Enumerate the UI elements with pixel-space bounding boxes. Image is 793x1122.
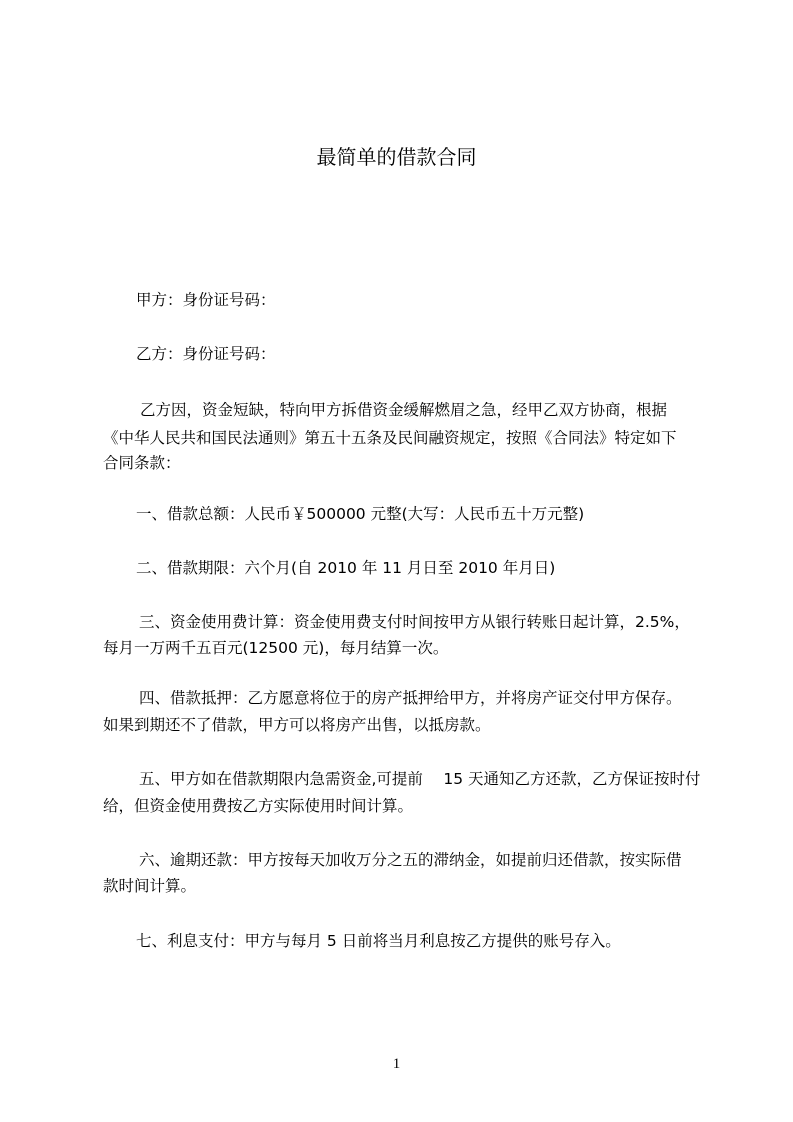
clause-7: 七、利息支付：甲方与每月 5 日前将当月利息按乙方提供的账号存入。 <box>136 932 621 950</box>
document-title: 最简单的借款合同 <box>316 145 477 169</box>
clause-5-line-2: 给，但资金使用费按乙方实际使用时间计算。 <box>103 797 414 815</box>
page-number: 1 <box>392 1056 401 1072</box>
party-b-line: 乙方：身份证号码： <box>136 345 276 363</box>
preamble-line-1: 乙方因，资金短缺，特向甲方拆借资金缓解燃眉之急，经甲乙双方协商，根据 <box>140 401 668 419</box>
clause-4-line-1: 四、借款抵押：乙方愿意将位于的房产抵押给甲方，并将房产证交付甲方保存。 <box>139 689 682 707</box>
clause-4-line-2: 如果到期还不了借款，甲方可以将房产出售，以抵房款。 <box>103 716 491 734</box>
clause-6-line-2: 款时间计算。 <box>103 877 197 895</box>
clause-5-line-1: 五、甲方如在借款期限内急需资金,可提前 15 天通知乙方还款，乙方保证按时付 <box>139 770 701 788</box>
clause-1: 一、借款总额：人民币￥500000 元整(大写：人民币五十万元整) <box>136 505 585 523</box>
clause-3-line-1: 三、资金使用费计算：资金使用费支付时间按甲方从银行转账日起计算，2.5%， <box>139 613 690 631</box>
preamble-line-3: 合同条款： <box>103 454 181 472</box>
preamble-line-2: 《中华人民共和国民法通则》第五十五条及民间融资规定，按照《合同法》特定如下 <box>103 429 677 447</box>
clause-2: 二、借款期限：六个月(自 2010 年 11 月日至 2010 年月日) <box>136 559 556 577</box>
party-a-line: 甲方：身份证号码： <box>136 291 276 309</box>
clause-3-line-2: 每月一万两千五百元(12500 元)，每月结算一次。 <box>103 639 449 657</box>
clause-6-line-1: 六、逾期还款：甲方按每天加收万分之五的滞纳金，如提前归还借款，按实际借 <box>139 851 682 869</box>
